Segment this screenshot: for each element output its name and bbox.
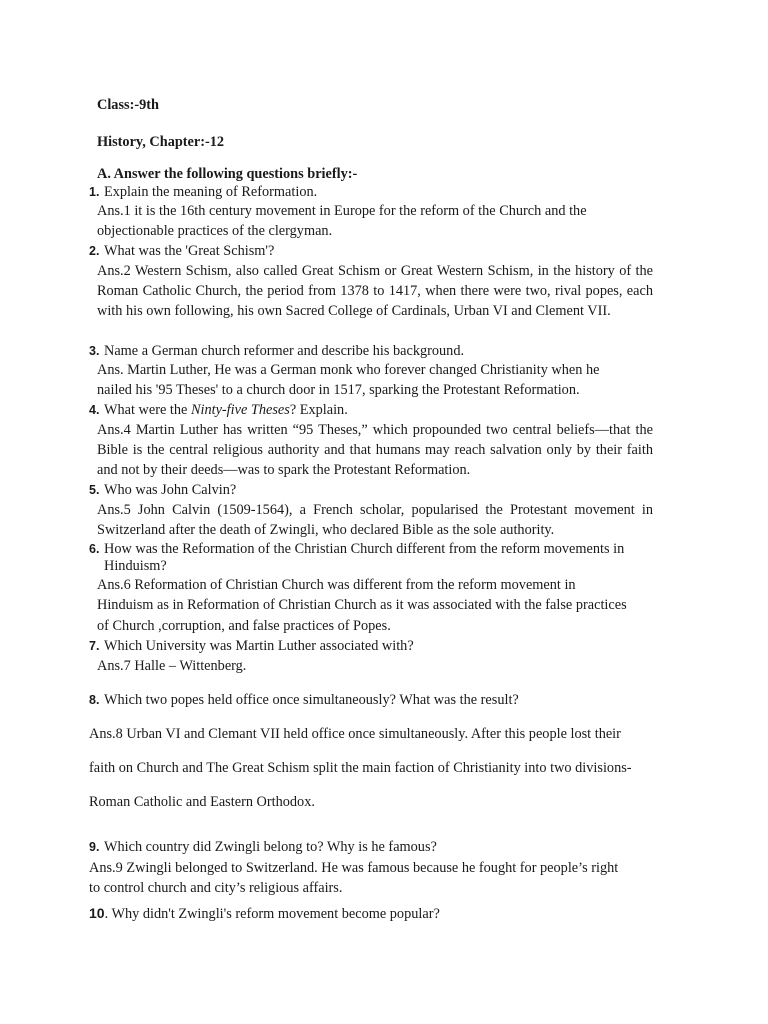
question-3 xyxy=(89,343,464,360)
question-text: Which country did Zwingli belong to? Why is he famous? xyxy=(104,839,437,855)
question-6 xyxy=(89,541,624,558)
question-number: 7. xyxy=(89,639,100,653)
question-number: 6. xyxy=(89,542,100,556)
question-4 xyxy=(89,402,348,419)
question-number: 4. xyxy=(89,403,100,417)
question-number: 3. xyxy=(89,344,100,358)
answer-3-line-2: nailed his '95 Theses' to a church door in 1517, sparking the Protestant Reformation. xyxy=(97,382,580,398)
answer-6-line-3: of Church ,corruption, and false practices of Popes. xyxy=(97,618,391,634)
answer-1-line-1: Ans.1 it is the 16th century movement in Europe for the reform of the Church and the xyxy=(97,203,587,219)
question-text: . Why didn't Zwingli's reform movement become popular? xyxy=(104,906,440,922)
section-heading: A. Answer the following questions briefly:- xyxy=(97,166,358,182)
answer-8-line-2: faith on Church and The Great Schism split the main faction of Christianity into two divisions- xyxy=(89,760,632,776)
question-7 xyxy=(89,638,414,655)
answer-4: Ans.4 Martin Luther has written “95 Theses,” which propounded two central beliefs—that the Bible is the central religious authority and that humans may reach salvation only by their faith and not by their deeds—was to spark the Protestant Reformation. xyxy=(97,422,653,478)
question-1 xyxy=(89,184,317,201)
question-text: What was the 'Great Schism'? xyxy=(104,243,275,259)
question-10 xyxy=(89,905,440,923)
answer-7: Ans.7 Halle – Wittenberg. xyxy=(97,658,247,674)
answer-2: Ans.2 Western Schism, also called Great Schism or Great Western Schism, in the history of the Roman Catholic Church, the period from 1378 to 1417, when there were two, rival popes, each with his own following, his own Sacred College of Cardinals, Urban VI and Clement VII. xyxy=(97,263,653,319)
answer-9-line-1: Ans.9 Zwingli belonged to Switzerland. He was famous because he fought for people’s right xyxy=(89,860,619,876)
question-number: 9. xyxy=(89,840,100,854)
chapter-label: History, Chapter:-12 xyxy=(97,134,225,150)
question-text-post: ? Explain. xyxy=(289,402,348,418)
question-number: 10 xyxy=(89,905,105,921)
answer-3-line-1: Ans. Martin Luther, He was a German monk who forever changed Christianity when he xyxy=(97,362,600,378)
question-text: Name a German church reformer and describe his background. xyxy=(104,343,465,359)
question-2 xyxy=(89,243,274,260)
question-5 xyxy=(89,482,236,499)
question-8 xyxy=(89,692,519,709)
answer-6-line-1: Ans.6 Reformation of Christian Church was different from the reform movement in xyxy=(97,577,576,593)
answer-8-line-1: Ans.8 Urban VI and Clemant VII held office once simultaneously. After this people lost their xyxy=(89,726,621,742)
answer-9-line-2: to control church and city’s religious affairs. xyxy=(89,880,343,896)
question-text: Explain the meaning of Reformation. xyxy=(104,184,318,200)
question-text: Which University was Martin Luther associated with? xyxy=(104,638,414,654)
answer-1-line-2: objectionable practices of the clergyman. xyxy=(97,223,333,239)
answer-5: Ans.5 John Calvin (1509-1564), a French scholar, popularised the Protestant movement in Switzerland after the death of Zwingli, who declared Bible as the sole authority. xyxy=(97,502,653,538)
question-number: 1. xyxy=(89,185,100,199)
question-9 xyxy=(89,839,437,856)
question-number: 2. xyxy=(89,244,100,258)
question-text-pre: What were the xyxy=(104,402,191,418)
question-number: 8. xyxy=(89,693,100,707)
question-6-line-2: Hinduism? xyxy=(104,558,167,574)
answer-8-line-3: Roman Catholic and Eastern Orthodox. xyxy=(89,794,315,810)
question-text-emphasis: Ninty-five Theses xyxy=(190,402,290,418)
question-text: Which two popes held office once simultaneously? What was the result? xyxy=(104,692,519,708)
question-text: Who was John Calvin? xyxy=(104,482,237,498)
question-text: How was the Reformation of the Christian Church different from the reform movements in xyxy=(104,541,625,557)
answer-6-line-2: Hinduism as in Reformation of Christian Church as it was associated with the false practices xyxy=(97,597,627,613)
class-label: Class:-9th xyxy=(97,97,159,113)
question-number: 5. xyxy=(89,483,100,497)
